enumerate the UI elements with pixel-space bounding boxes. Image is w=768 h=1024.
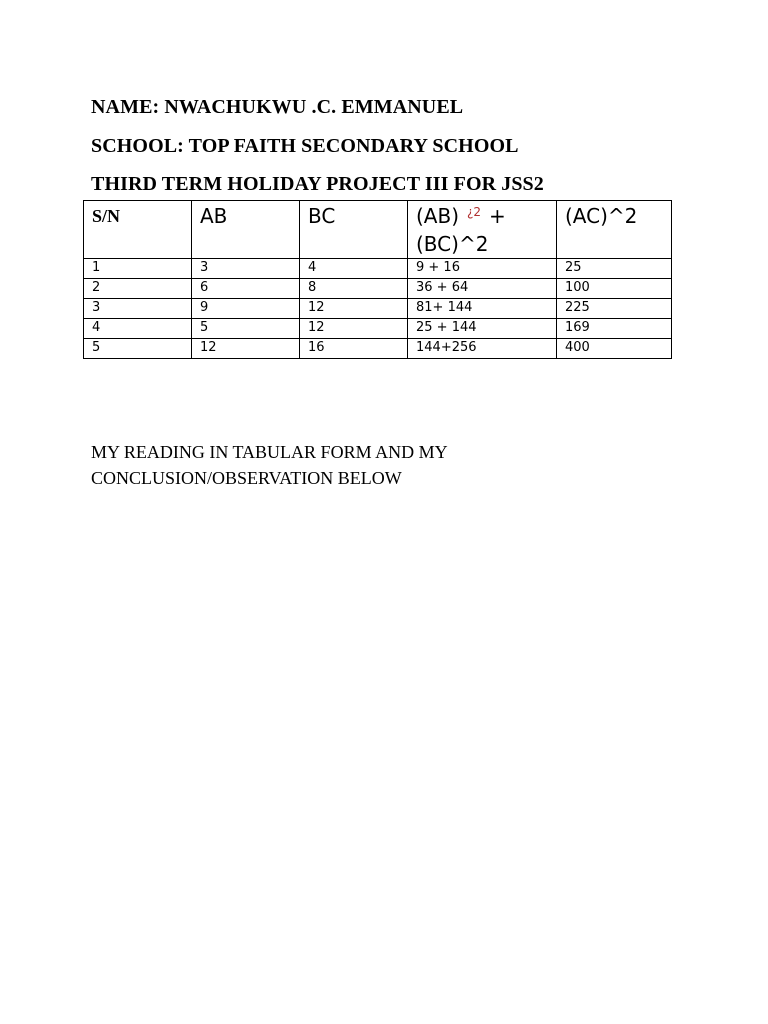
cell-sum: 144+256 <box>408 339 557 359</box>
cell-sum: 9 + 16 <box>408 259 557 279</box>
header-sum-of-squares <box>408 201 557 259</box>
cell-sn: 1 <box>84 259 192 279</box>
cell-ac: 100 <box>557 279 672 299</box>
cell-ab: 9 <box>192 299 300 319</box>
cell-ac: 225 <box>557 299 672 319</box>
project-title-heading: THIRD TERM HOLIDAY PROJECT III FOR JSS2 <box>91 173 544 195</box>
cell-sn: 3 <box>84 299 192 319</box>
table-row <box>84 319 672 339</box>
cell-ac: 169 <box>557 319 672 339</box>
conclusion-note <box>91 439 571 491</box>
header-sum-part2: + <box>489 204 506 228</box>
table-row <box>84 339 672 359</box>
cell-sn: 5 <box>84 339 192 359</box>
cell-sum: 81+ 144 <box>408 299 557 319</box>
cell-ab: 5 <box>192 319 300 339</box>
readings-table <box>83 200 672 359</box>
cell-ac: 400 <box>557 339 672 359</box>
cell-sum: 25 + 144 <box>408 319 557 339</box>
cell-bc: 16 <box>300 339 408 359</box>
cell-ab: 6 <box>192 279 300 299</box>
table-row <box>84 259 672 279</box>
student-name-heading: NAME: NWACHUKWU .C. EMMANUEL <box>91 96 464 118</box>
header-sum-mark: ¿2 <box>467 205 482 219</box>
cell-bc: 4 <box>300 259 408 279</box>
cell-sn: 4 <box>84 319 192 339</box>
table-row <box>84 299 672 319</box>
note-line-1: MY READING IN TABULAR FORM AND MY <box>91 442 448 462</box>
cell-ac: 25 <box>557 259 672 279</box>
note-line-2: CONCLUSION/OBSERVATION BELOW <box>91 468 402 488</box>
header-ab: AB <box>192 201 300 259</box>
cell-bc: 8 <box>300 279 408 299</box>
header-sum-part1: (AB) <box>416 204 460 228</box>
cell-sn: 2 <box>84 279 192 299</box>
header-bc: BC <box>300 201 408 259</box>
cell-sum: 36 + 64 <box>408 279 557 299</box>
cell-bc: 12 <box>300 299 408 319</box>
table-header-row <box>84 201 672 259</box>
header-sum-part3: (BC)^2 <box>416 232 489 256</box>
header-ac-squared: (AC)^2 <box>557 201 672 259</box>
cell-ab: 3 <box>192 259 300 279</box>
school-heading: SCHOOL: TOP FAITH SECONDARY SCHOOL <box>91 135 519 157</box>
table-row <box>84 279 672 299</box>
cell-bc: 12 <box>300 319 408 339</box>
cell-ab: 12 <box>192 339 300 359</box>
header-sn: S/N <box>84 201 192 259</box>
